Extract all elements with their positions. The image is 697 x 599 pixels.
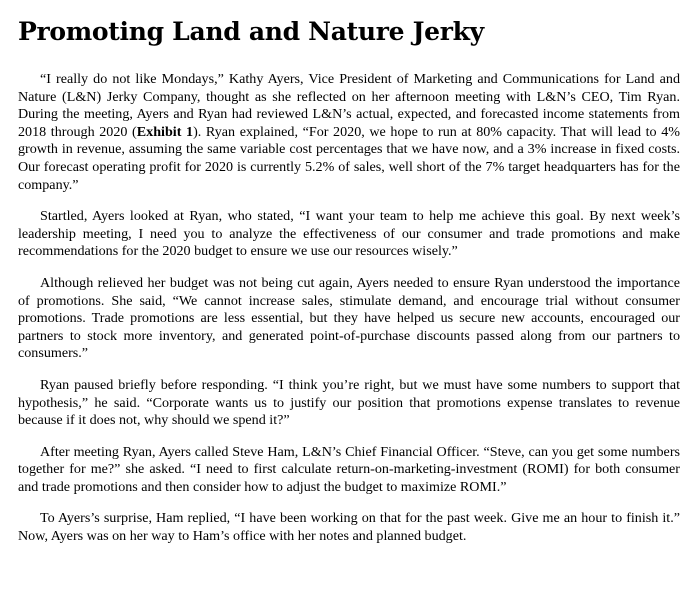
document-title: Promoting Land and Nature Jerky: [18, 17, 484, 46]
paragraph-3: Although relieved her budget was not being cut again, Ayers needed to ensure Ryan understood the importance of promotions. She said, “We cannot increase sales, stimulate demand, and encourage trial without consumer promotions. Trade promotions are less essential, but they have helped us secure new accounts, encouraged our partners to stock more inventory, and generated point-of-purchase discounts passed along from our partners to consumers.”: [18, 274, 680, 362]
paragraph-1-text-before: “I really do not like Mondays,” Kathy Ayers, Vice President of Marketing and Communications for Land and Nature (L&N) Jerky Company, thought as she reflected on her afternoon meeting with L&N’s CEO, Tim Ryan. During the meeting, Ayers and Ryan had reviewed L&N’s actual, expected, and forecasted income statements from 2018 through 2020 (: [18, 71, 680, 140]
document-page: [18, 0, 680, 560]
paragraph-6: To Ayers’s surprise, Ham replied, “I have been working on that for the past week. Give me an hour to finish it.” Now, Ayers was on her way to Ham’s office with her notes and planned budget.: [18, 510, 680, 545]
paragraph-5: After meeting Ryan, Ayers called Steve Ham, L&N’s Chief Financial Officer. “Steve, can you get some numbers together for me?” she asked. “I need to first calculate return-on-marketing-investment (ROMI) for both consumer and trade promotions and then consider how to adjust the budget to maximize ROMI.”: [18, 443, 680, 495]
exhibit-1-reference: Exhibit 1: [136, 123, 194, 140]
paragraph-1-text-after: ). Ryan explained, “For 2020, we hope to run at 80% capacity. That will lead to 4% growth in revenue, assuming the same variable cost percentages that we have now, and a 3% increase in fixed costs. Our forecast operating profit for 2020 is currently 5.2% of sales, well short of the 7% target headquarters has for the company.”: [18, 123, 680, 193]
paragraph-4: Ryan paused briefly before responding. “I think you’re right, but we must have some numbers to support that hypothesis,” he said. “Corporate wants us to justify our position that promotions expense translates to revenue because if it does not, why should we spend it?”: [18, 376, 680, 429]
paragraph-1: [18, 71, 680, 194]
paragraph-2: Startled, Ayers looked at Ryan, who stated, “I want your team to help me achieve this goal. By next week’s leadership meeting, I need you to analyze the effectiveness of our consumer and trade promotions and make recommendations for the 2020 budget to ensure we use our resources wisely.”: [18, 208, 680, 260]
